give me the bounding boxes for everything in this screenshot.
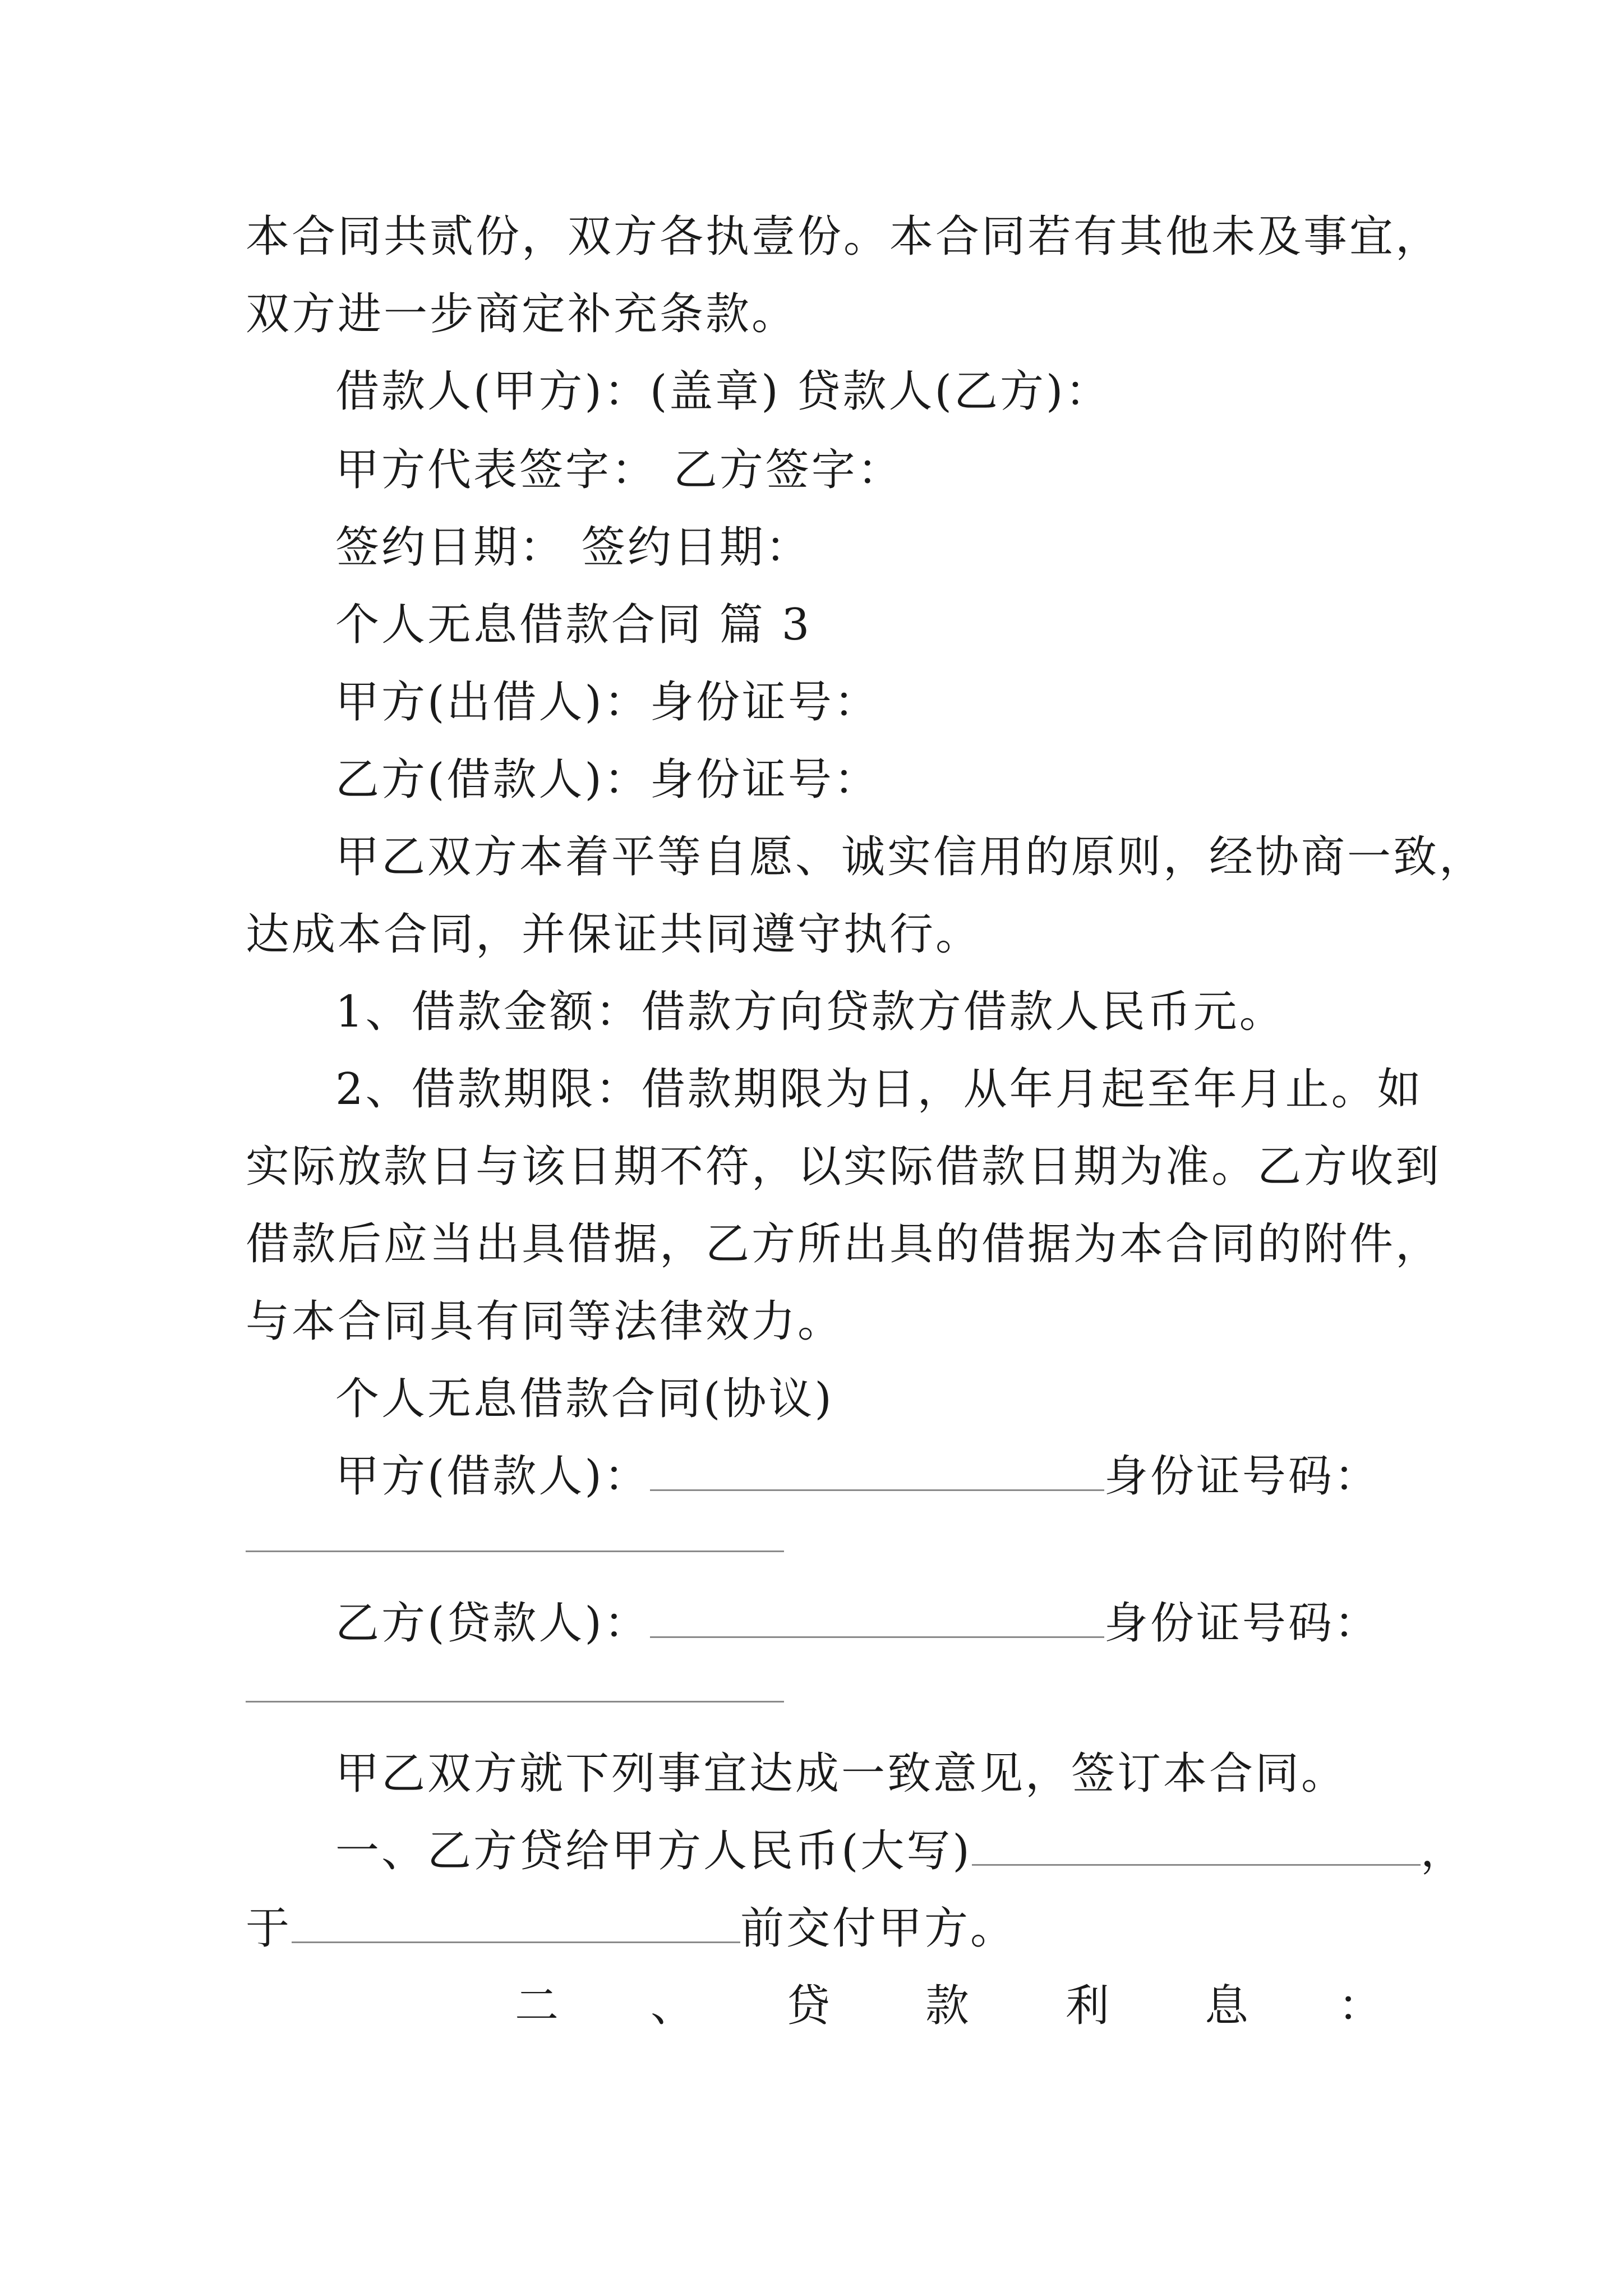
clause-2-char-6: 息 [1205,1981,1249,2031]
clause-2-char-2: 、 [651,1981,695,2031]
party-a-id-label: 身份证号码： [1104,1451,1380,1502]
party-a-borrower-line [335,1448,1380,1504]
representative-signature-line: 甲方代表签字： 乙方签字： [335,445,903,495]
party-a-id-blank [246,1550,784,1552]
agreement-title: 个人无息借款合同(协议) [335,1374,834,1424]
agreement-statement: 甲乙双方就下列事宜达成一致意见，签订本合同。 [335,1749,1348,1799]
party-b-label: 乙方(贷款人)： [335,1598,650,1649]
clause-term-line-4: 与本合同具有同等法律效力。 [246,1296,844,1347]
party-b-id-label: 身份证号码： [1104,1598,1380,1649]
paragraph-line-1: 本合同共贰份，双方各执壹份。本合同若有其他未及事宜， [246,211,1442,262]
clause-2-char-1: 二 [515,1981,559,2031]
party-b-line: 乙方(借款人)：身份证号： [335,754,880,805]
clause-term-line-2: 实际放款日与该日期不符，以实际借款日期为准。乙方收到 [246,1142,1442,1192]
clause-2-char-5: 利 [1066,1981,1110,2031]
clause-term-line-1: 2、借款期限：借款期限为日，从年月起至年月止。如 [335,1064,1423,1115]
signature-parties-line: 借款人(甲方)：(盖章) 贷款人(乙方)： [335,366,1112,417]
party-a-line: 甲方(出借人)：身份证号： [335,677,880,728]
section-title-3: 个人无息借款合同 篇 3 [335,600,812,650]
party-b-lender-line [335,1595,1380,1651]
party-b-name-blank [650,1597,1104,1638]
clause-1-line-2 [246,1901,1016,1957]
clause-1-line-1 [335,1823,1467,1879]
clause-2-char-7: ： [1338,1981,1382,2031]
clause-term-line-3: 借款后应当出具借据，乙方所出具的借据为本合同的附件， [246,1219,1442,1269]
clause-1-comma: ， [1420,1826,1467,1876]
party-b-id-blank [246,1701,784,1703]
signing-date-line: 签约日期： 签约日期： [335,522,811,573]
clause-2-char-4: 款 [925,1981,970,2031]
clause-1-due-suffix: 前交付甲方。 [740,1903,1017,1954]
principle-line-1: 甲乙双方本着平等自愿、诚实信用的原则，经协商一致， [335,832,1486,882]
delivery-date-blank [292,1902,740,1943]
principle-line-2: 达成本合同，并保证共同遵守执行。 [246,909,982,960]
clause-1-prefix: 一、乙方贷给甲方人民币(大写) [335,1826,972,1876]
party-a-label: 甲方(借款人)： [335,1451,650,1502]
clause-2-char-3: 贷 [786,1981,831,2031]
loan-amount-blank [972,1825,1421,1866]
party-a-name-blank [650,1450,1104,1491]
paragraph-line-2: 双方进一步商定补充条款。 [246,289,798,339]
clause-amount: 1、借款金额：借款方向贷款方借款人民币元。 [335,987,1285,1037]
clause-1-due-prefix: 于 [246,1903,292,1954]
